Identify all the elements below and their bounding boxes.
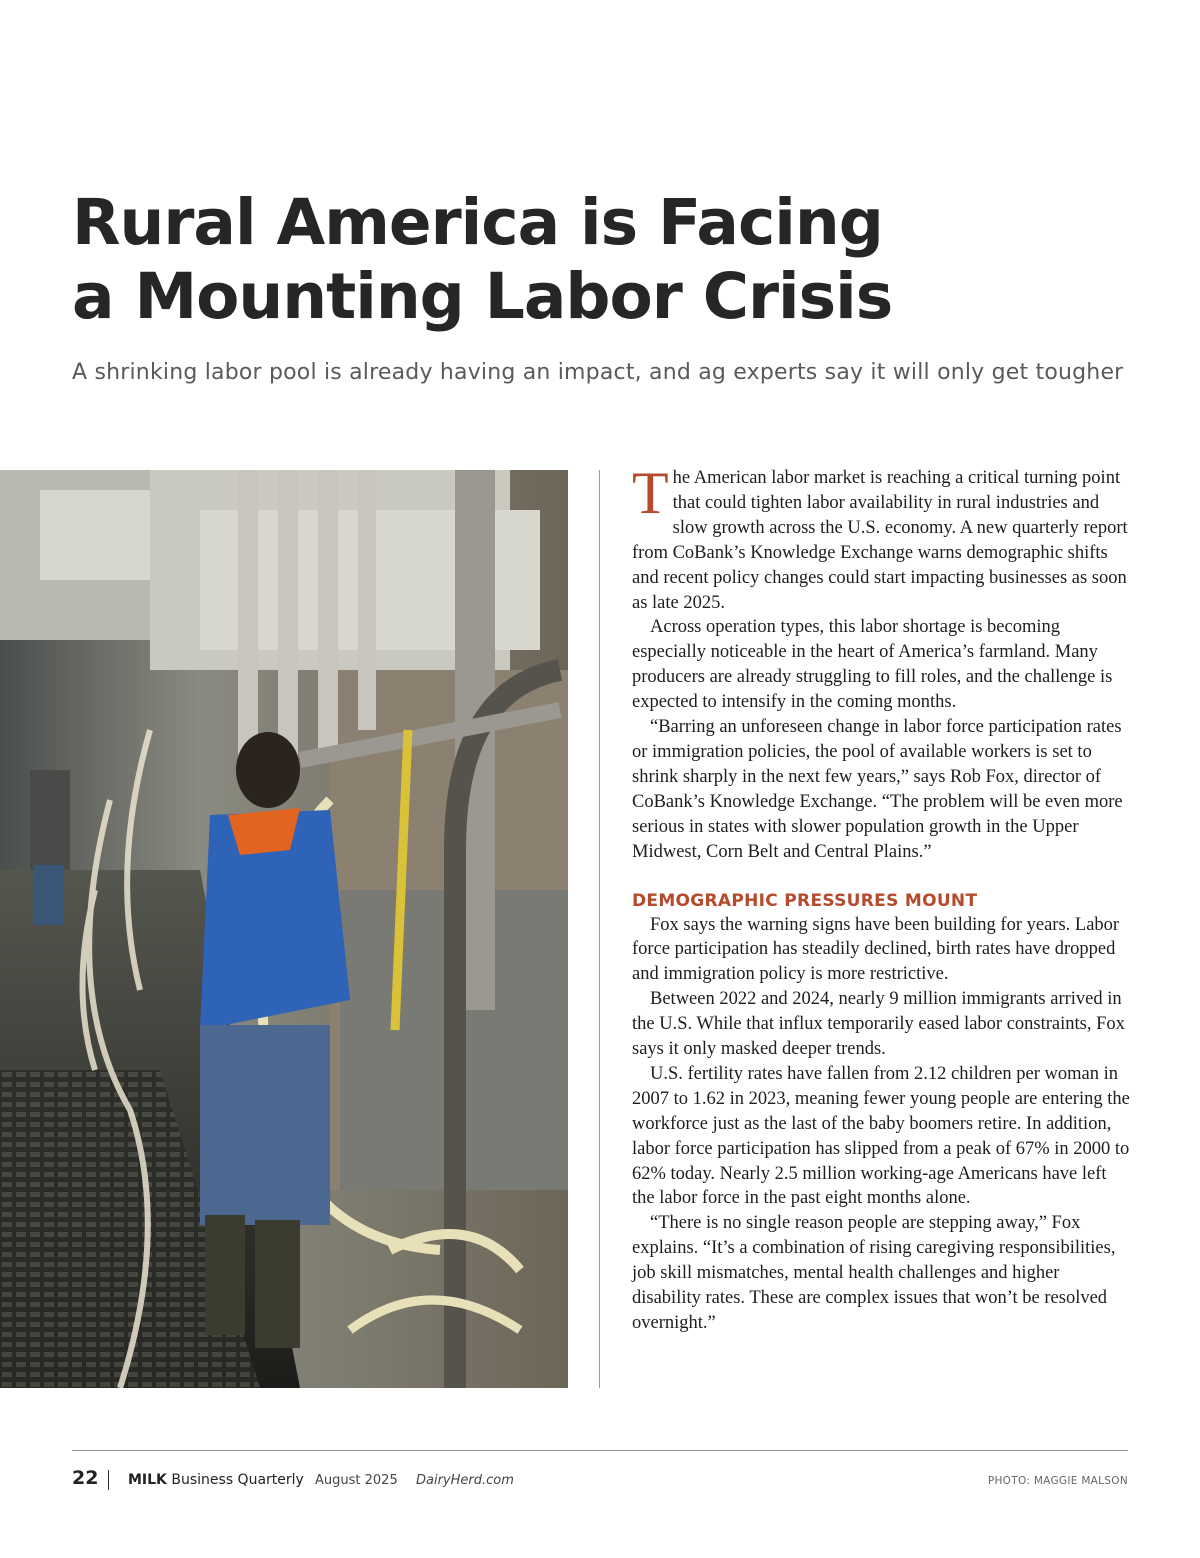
website-link[interactable]: DairyHerd.com: [416, 1473, 514, 1488]
section-subhead: DEMOGRAPHIC PRESSURES MOUNT: [632, 890, 978, 911]
issue-date: August 2025: [315, 1473, 398, 1488]
paragraph: Across operation types, this labor shortage is becoming especially noticeable in the heart of America’s farmland. Many producers are already struggling to fill roles, and the challenge is expected to intensify in the coming months.: [632, 617, 1113, 713]
drop-cap: T: [632, 460, 669, 526]
paragraph-text: he American labor market is reaching a critical turning point that could tighten labor availability in rural industries and slow growth across the U.S. economy. A new quarterly report from CoBank’s Knowledge Exchange warns demographic shifts and recent policy changes could start impacting businesses as soon as late 2025.: [632, 468, 1128, 613]
paragraph: “Barring an unforeseen change in labor force participation rates or immigration policies, the pool of available workers is set to shrink sharply in the next few years,” says Rob Fox, director of CoBank’s Knowledge Exchange. “The problem will be even more serious in states with slower population growth in the Upper Midwest, Corn Belt and Central Plains.”: [632, 717, 1123, 862]
page-footer: [72, 1466, 1128, 1496]
page-number: 22: [72, 1467, 99, 1489]
paragraph: “There is no single reason people are stepping away,” Fox explains. “It’s a combination of rising caregiving responsibilities, job skill mismatches, mental health challenges and higher disability rates. These are complex issues that won’t be resolved overnight.”: [632, 1213, 1116, 1333]
column-divider: [599, 470, 600, 1388]
publication-name-rest: Business Quarterly: [166, 1472, 304, 1488]
paragraph: Between 2022 and 2024, nearly 9 million immigrants arrived in the U.S. While that influx temporarily eased labor constraints, Fox says it only masked deeper trends.: [632, 989, 1125, 1060]
publication-name: [128, 1472, 304, 1488]
paragraph: U.S. fertility rates have fallen from 2.12 children per woman in 2007 to 1.62 in 2023, meaning fewer young people are entering the workforce just as the last of the baby boomers retire. In addition, labor force participation has slipped from a peak of 67% in 2000 to 62% today. Nearly 2.5 million working-age Americans have left the labor force in the past eight months alone.: [632, 1063, 1130, 1209]
article-body: [632, 460, 1130, 1336]
headline-line-1: Rural America is Facing: [72, 186, 883, 259]
milking-parlor-photo: [0, 470, 568, 1388]
paragraph: [632, 460, 1130, 615]
photo-credit: PHOTO: MAGGIE MALSON: [987, 1475, 1128, 1487]
footer-divider: [72, 1450, 1128, 1451]
headline-line-2: a Mounting Labor Crisis: [72, 260, 893, 333]
footer-separator: [108, 1470, 109, 1490]
paragraph: Fox says the warning signs have been building for years. Labor force participation has steadily declined, birth rates have dropped and immigration policy is more restrictive.: [632, 914, 1120, 985]
publication-name-bold: MILK: [128, 1472, 167, 1488]
deck-subtitle: A shrinking labor pool is already having an impact, and ag experts say it will only get tougher: [72, 360, 1124, 385]
headline: [72, 186, 1152, 334]
